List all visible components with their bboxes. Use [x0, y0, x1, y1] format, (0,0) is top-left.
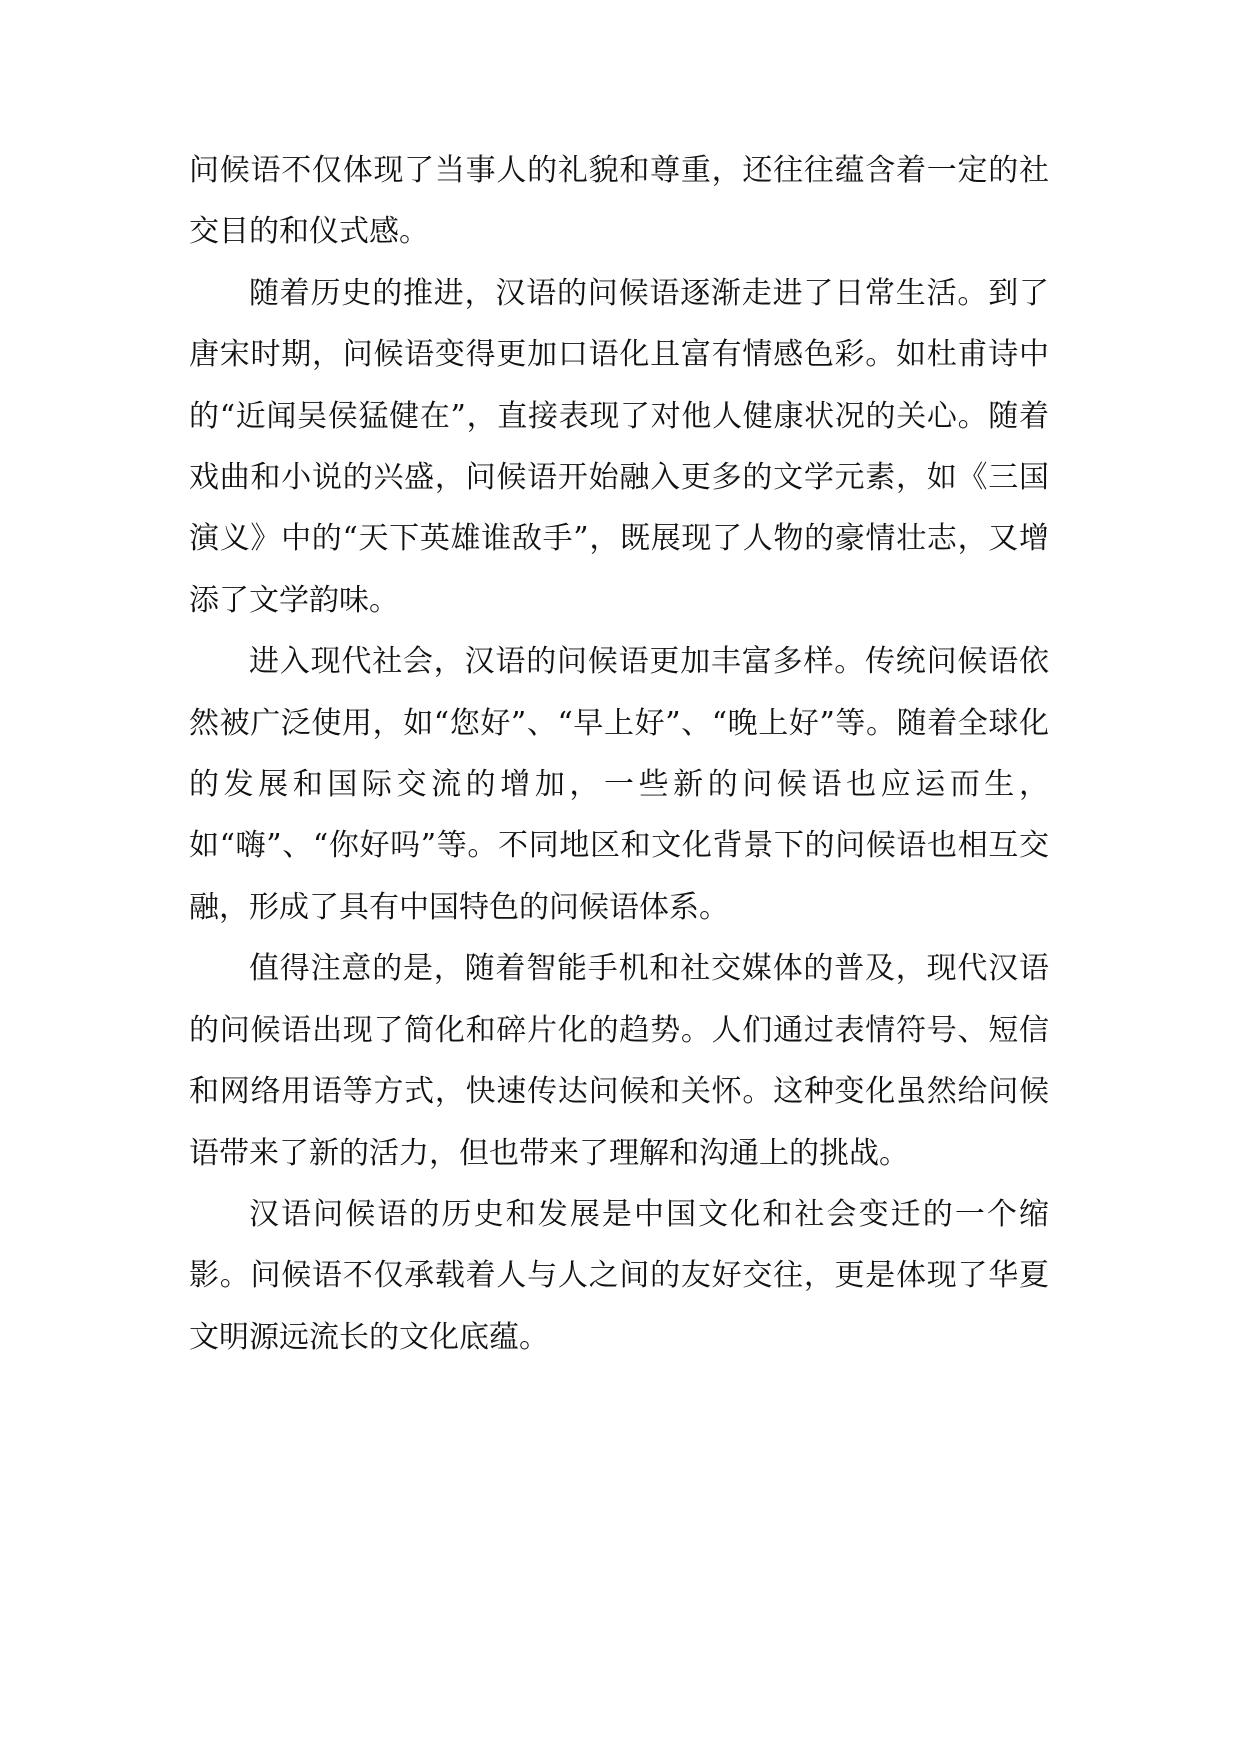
paragraph-tang-song: 随着历史的推进，汉语的问候语逐渐走进了日常生活。到了唐宋时期，问候语变得更加口语化且富有情感色彩。如杜甫诗中的“近闻吴侯猛健在”，直接表现了对他人健康状况的关心。随着戏曲和小说的兴盛，问候语开始融入更多的文学元素，如《三国演义》中的“天下英雄谁敌手”，既展现了人物的豪情壮志，又增添了文学韵味。	[189, 275, 1049, 618]
paragraph-modern: 进入现代社会，汉语的问候语更加丰富多样。传统问候语依然被广泛使用，如“您好”、“早上好”、“晚上好”等。随着全球化的发展和国际交流的增加，一些新的问候语也应运而生，如“嗨”、“你好吗”等。不同地区和文化背景下的问候语也相互交融，形成了具有中国特色的问候语体系。	[189, 644, 1049, 925]
paragraph-continued: 问候语不仅体现了当事人的礼貌和尊重，还往往蕴含着一定的社交目的和仪式感。	[189, 153, 1049, 250]
paragraph-digital: 值得注意的是，随着智能手机和社交媒体的普及，现代汉语的问候语出现了简化和碎片化的趋势。人们通过表情符号、短信和网络用语等方式，快速传达问候和关怀。这种变化虽然给问候语带来了新的活力，但也带来了理解和沟通上的挑战。	[189, 951, 1049, 1171]
paragraph-conclusion: 汉语问候语的历史和发展是中国文化和社会变迁的一个缩影。问候语不仅承载着人与人之间的友好交往，更是体现了华夏文明源远流长的文化底蕴。	[189, 1196, 1049, 1355]
document-body	[189, 140, 1049, 1368]
